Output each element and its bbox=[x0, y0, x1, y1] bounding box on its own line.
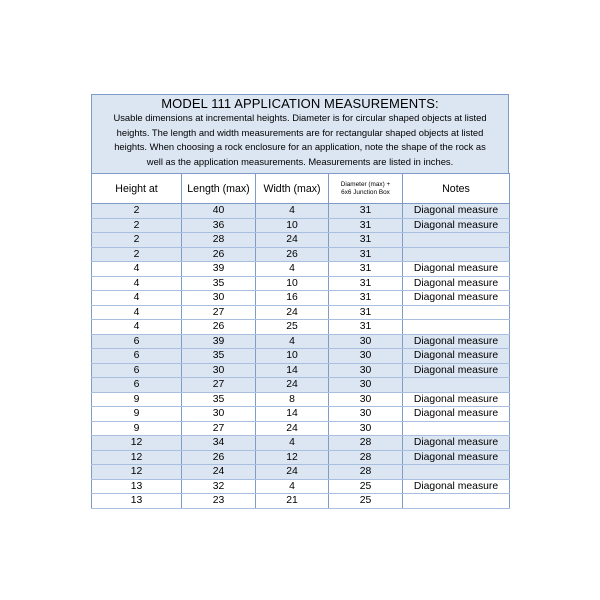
cell-diameter: 30 bbox=[329, 392, 403, 407]
cell-length: 35 bbox=[182, 276, 256, 291]
table-row bbox=[92, 218, 510, 233]
cell-notes bbox=[403, 233, 510, 248]
cell-diameter: 31 bbox=[329, 262, 403, 277]
cell-length: 40 bbox=[182, 204, 256, 219]
measurements-sheet bbox=[91, 94, 509, 509]
cell-width: 14 bbox=[256, 363, 329, 378]
cell-length: 30 bbox=[182, 407, 256, 422]
sheet-title: MODEL 111 APPLICATION MEASUREMENTS: bbox=[161, 96, 439, 111]
table-row bbox=[92, 349, 510, 364]
table-body bbox=[92, 204, 510, 509]
cell-diameter: 28 bbox=[329, 450, 403, 465]
cell-length: 30 bbox=[182, 291, 256, 306]
cell-diameter: 30 bbox=[329, 421, 403, 436]
table-row bbox=[92, 436, 510, 451]
cell-diameter: 31 bbox=[329, 305, 403, 320]
table-row bbox=[92, 291, 510, 306]
cell-notes: Diagonal measure bbox=[403, 349, 510, 364]
table-row bbox=[92, 378, 510, 393]
cell-notes: Diagonal measure bbox=[403, 392, 510, 407]
column-header-notes: Notes bbox=[403, 174, 510, 204]
cell-diameter: 31 bbox=[329, 247, 403, 262]
cell-width: 24 bbox=[256, 233, 329, 248]
cell-width: 24 bbox=[256, 465, 329, 480]
cell-length: 32 bbox=[182, 479, 256, 494]
cell-notes bbox=[403, 494, 510, 509]
cell-width: 4 bbox=[256, 334, 329, 349]
cell-length: 36 bbox=[182, 218, 256, 233]
diameter-header-line: 6x6 Junction Box bbox=[341, 188, 390, 196]
description-line: well as the application measurements. Measurements are listed in inches. bbox=[146, 155, 454, 167]
cell-height: 2 bbox=[92, 247, 182, 262]
cell-height: 6 bbox=[92, 363, 182, 378]
cell-height: 6 bbox=[92, 334, 182, 349]
cell-height: 12 bbox=[92, 436, 182, 451]
cell-height: 12 bbox=[92, 450, 182, 465]
cell-diameter: 31 bbox=[329, 291, 403, 306]
table-row bbox=[92, 305, 510, 320]
cell-diameter: 28 bbox=[329, 436, 403, 451]
cell-length: 35 bbox=[182, 349, 256, 364]
cell-notes: Diagonal measure bbox=[403, 204, 510, 219]
cell-width: 25 bbox=[256, 320, 329, 335]
cell-diameter: 31 bbox=[329, 204, 403, 219]
cell-length: 26 bbox=[182, 320, 256, 335]
cell-notes bbox=[403, 421, 510, 436]
table-row bbox=[92, 204, 510, 219]
cell-height: 13 bbox=[92, 479, 182, 494]
cell-diameter: 25 bbox=[329, 479, 403, 494]
cell-diameter: 30 bbox=[329, 349, 403, 364]
cell-width: 10 bbox=[256, 218, 329, 233]
cell-width: 4 bbox=[256, 204, 329, 219]
cell-height: 2 bbox=[92, 204, 182, 219]
cell-width: 26 bbox=[256, 247, 329, 262]
sheet-header bbox=[91, 94, 509, 173]
table-row bbox=[92, 276, 510, 291]
header-row bbox=[92, 174, 510, 204]
cell-width: 4 bbox=[256, 262, 329, 277]
table-row bbox=[92, 334, 510, 349]
cell-diameter: 31 bbox=[329, 320, 403, 335]
cell-notes: Diagonal measure bbox=[403, 450, 510, 465]
cell-notes: Diagonal measure bbox=[403, 479, 510, 494]
cell-diameter: 30 bbox=[329, 407, 403, 422]
table-row bbox=[92, 479, 510, 494]
cell-width: 10 bbox=[256, 349, 329, 364]
table-row bbox=[92, 421, 510, 436]
cell-width: 10 bbox=[256, 276, 329, 291]
cell-length: 28 bbox=[182, 233, 256, 248]
column-header-length: Length (max) bbox=[182, 174, 256, 204]
cell-length: 39 bbox=[182, 334, 256, 349]
column-header-diameter bbox=[329, 174, 403, 204]
cell-diameter: 25 bbox=[329, 494, 403, 509]
diameter-header-line: Diameter (max) + bbox=[340, 180, 391, 188]
cell-height: 4 bbox=[92, 291, 182, 306]
cell-diameter: 31 bbox=[329, 233, 403, 248]
cell-notes: Diagonal measure bbox=[403, 363, 510, 378]
cell-width: 24 bbox=[256, 378, 329, 393]
cell-notes bbox=[403, 305, 510, 320]
cell-notes: Diagonal measure bbox=[403, 262, 510, 277]
cell-width: 8 bbox=[256, 392, 329, 407]
cell-length: 30 bbox=[182, 363, 256, 378]
cell-width: 16 bbox=[256, 291, 329, 306]
cell-height: 6 bbox=[92, 349, 182, 364]
table-row bbox=[92, 363, 510, 378]
sheet-description bbox=[92, 111, 508, 169]
table-row bbox=[92, 247, 510, 262]
description-line: heights. When choosing a rock enclosure for an application, note the shape of the rock as bbox=[114, 141, 486, 153]
cell-height: 4 bbox=[92, 262, 182, 277]
column-header-width: Width (max) bbox=[256, 174, 329, 204]
table-row bbox=[92, 465, 510, 480]
column-header-height: Height at bbox=[92, 174, 182, 204]
cell-height: 4 bbox=[92, 276, 182, 291]
cell-notes bbox=[403, 465, 510, 480]
description-line: Usable dimensions at incremental heights. Diameter is for circular shaped objects at listed bbox=[113, 112, 487, 123]
table-row bbox=[92, 494, 510, 509]
cell-diameter: 30 bbox=[329, 334, 403, 349]
cell-diameter: 31 bbox=[329, 276, 403, 291]
table-row bbox=[92, 233, 510, 248]
measurements-table bbox=[91, 173, 510, 509]
cell-notes: Diagonal measure bbox=[403, 218, 510, 233]
cell-notes bbox=[403, 320, 510, 335]
cell-notes: Diagonal measure bbox=[403, 407, 510, 422]
cell-height: 9 bbox=[92, 392, 182, 407]
cell-length: 23 bbox=[182, 494, 256, 509]
cell-length: 35 bbox=[182, 392, 256, 407]
table-row bbox=[92, 320, 510, 335]
cell-height: 2 bbox=[92, 218, 182, 233]
cell-height: 12 bbox=[92, 465, 182, 480]
cell-length: 34 bbox=[182, 436, 256, 451]
table-row bbox=[92, 262, 510, 277]
cell-length: 27 bbox=[182, 421, 256, 436]
cell-height: 4 bbox=[92, 320, 182, 335]
cell-notes: Diagonal measure bbox=[403, 436, 510, 451]
cell-height: 6 bbox=[92, 378, 182, 393]
cell-length: 26 bbox=[182, 247, 256, 262]
cell-width: 24 bbox=[256, 421, 329, 436]
cell-notes: Diagonal measure bbox=[403, 291, 510, 306]
cell-diameter: 30 bbox=[329, 363, 403, 378]
cell-width: 12 bbox=[256, 450, 329, 465]
table-row bbox=[92, 392, 510, 407]
cell-height: 4 bbox=[92, 305, 182, 320]
cell-height: 9 bbox=[92, 421, 182, 436]
cell-length: 27 bbox=[182, 305, 256, 320]
cell-notes bbox=[403, 247, 510, 262]
cell-height: 9 bbox=[92, 407, 182, 422]
cell-diameter: 30 bbox=[329, 378, 403, 393]
table-row bbox=[92, 450, 510, 465]
cell-notes: Diagonal measure bbox=[403, 276, 510, 291]
table-row bbox=[92, 407, 510, 422]
cell-notes: Diagonal measure bbox=[403, 334, 510, 349]
cell-height: 2 bbox=[92, 233, 182, 248]
cell-length: 27 bbox=[182, 378, 256, 393]
cell-diameter: 31 bbox=[329, 218, 403, 233]
cell-width: 24 bbox=[256, 305, 329, 320]
cell-notes bbox=[403, 378, 510, 393]
cell-width: 21 bbox=[256, 494, 329, 509]
cell-height: 13 bbox=[92, 494, 182, 509]
cell-diameter: 28 bbox=[329, 465, 403, 480]
cell-width: 4 bbox=[256, 479, 329, 494]
cell-width: 4 bbox=[256, 436, 329, 451]
description-line: heights. The length and width measurements are for rectangular shaped objects at listed bbox=[116, 126, 484, 138]
table-header bbox=[92, 174, 510, 204]
cell-length: 24 bbox=[182, 465, 256, 480]
cell-length: 39 bbox=[182, 262, 256, 277]
cell-width: 14 bbox=[256, 407, 329, 422]
cell-length: 26 bbox=[182, 450, 256, 465]
